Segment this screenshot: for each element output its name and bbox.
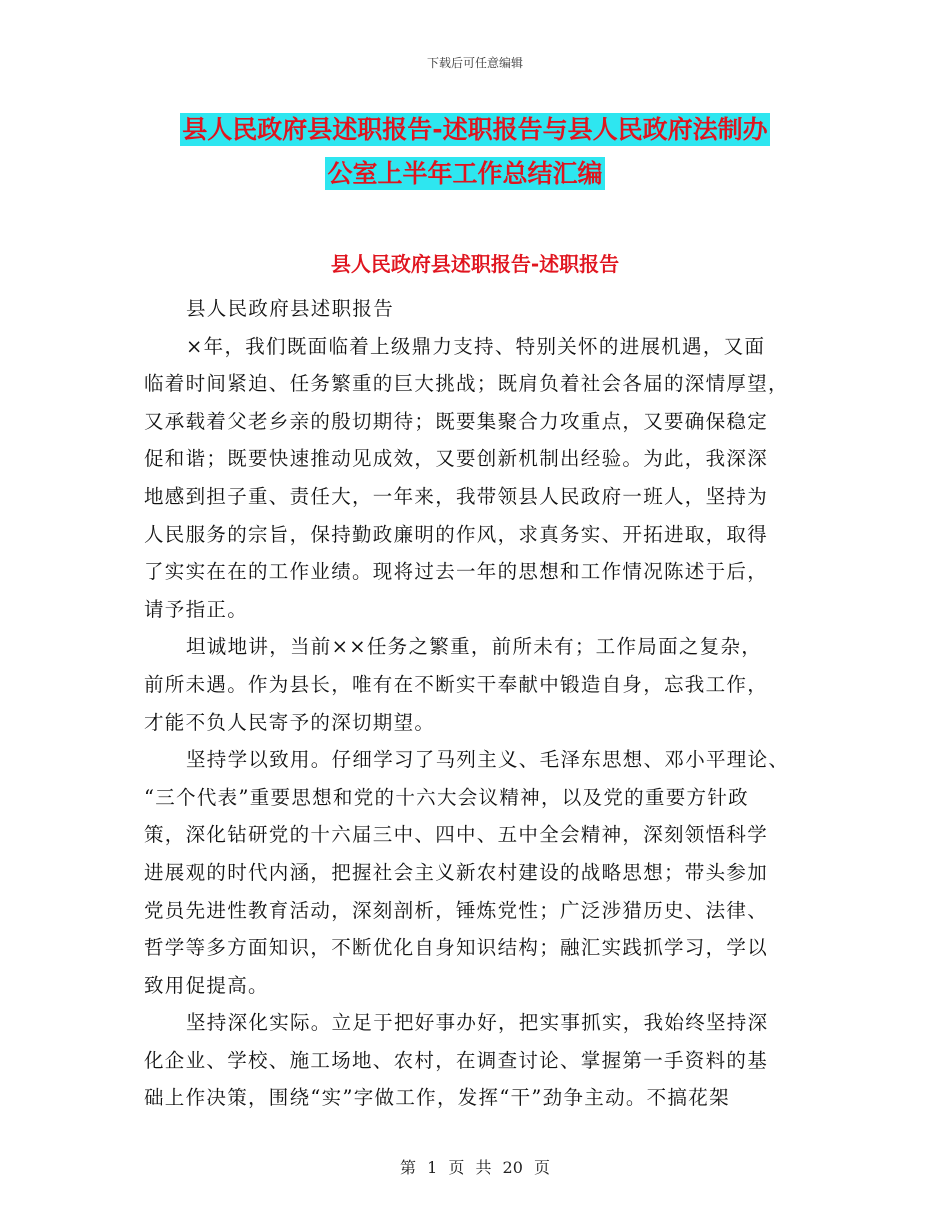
body-line: 才能不负人民寄予的深切期望。 (144, 710, 436, 734)
body-line: 县人民政府县述职报告 (186, 297, 395, 320)
body-line: 促和谐；既要快速推动见成效，又要创新机制出经验。为此，我深深 (144, 447, 769, 471)
body-line: 致用促提高。 (144, 973, 269, 997)
body-line: 又承载着父老乡亲的殷切期待；既要集聚合力攻重点，又要确保稳定 (144, 409, 769, 433)
body-line: 人民服务的宗旨，保持勤政廉明的作风，求真务实、开拓进取，取得 (144, 522, 769, 546)
document-title-text-2: 公室上半年工作总结汇编 (327, 159, 603, 188)
body-line: 哲学等多方面知识，不断优化自身知识结构；融汇实践抓学习，学以 (144, 936, 769, 960)
body-line: 进展观的时代内涵，把握社会主义新农村建设的战略思想；带头参加 (144, 860, 769, 884)
body-line: 了实实在在的工作业绩。现将过去一年的思想和工作情况陈述于后， (144, 560, 769, 584)
body-text (144, 290, 810, 1117)
body-line: 策，深化钻研党的十六届三中、四中、五中全会精神，深刻领悟科学 (144, 823, 769, 847)
header-note: 下载后可任意编辑 (426, 56, 523, 70)
document-title-line-2 (0, 157, 940, 191)
body-line: 坦诚地讲，当前××任务之繁重，前所未有；工作局面之复杂， (186, 635, 763, 659)
body-line: 础上作决策，围绕“实”字做工作，发挥“干”劲争主动。不搞花架 (144, 1086, 730, 1110)
body-line: 地感到担子重、责任大，一年来，我带领县人民政府一班人，坚持为 (144, 484, 769, 508)
page-footer: 第 1 页 共 20 页 (400, 1158, 550, 1177)
body-line: 坚持学以致用。仔细学习了马列主义、毛泽东思想、邓小平理论、 (186, 748, 790, 772)
document-title-line-1 (0, 113, 950, 147)
body-line: 党员先进性教育活动，深刻剖析，锤炼党性；广泛涉猎历史、法律、 (144, 898, 769, 922)
body-line: 化企业、学校、施工场地、农村，在调查讨论、掌握第一手资料的基 (144, 1048, 769, 1072)
body-line: “三个代表”重要思想和党的十六大会议精神，以及党的重要方针政 (144, 785, 749, 809)
body-line: 临着时间紧迫、任务繁重的巨大挑战；既肩负着社会各届的深情厚望， (144, 372, 789, 396)
body-line: ×年，我们既面临着上级鼎力支持、特别关怀的进展机遇，又面 (186, 334, 766, 358)
document-title-text-1: 县人民政府县述职报告-述职报告与县人民政府法制办 (182, 115, 768, 144)
body-line: 坚持深化实际。立足于把好事办好，把实事抓实，我始终坚持深 (186, 1011, 769, 1035)
body-line: 前所未遇。作为县长，唯有在不断实干奉献中锻造自身，忘我工作， (144, 672, 769, 696)
section-heading: 县人民政府县述职报告-述职报告 (330, 252, 620, 276)
body-line: 请予指正。 (144, 597, 249, 621)
